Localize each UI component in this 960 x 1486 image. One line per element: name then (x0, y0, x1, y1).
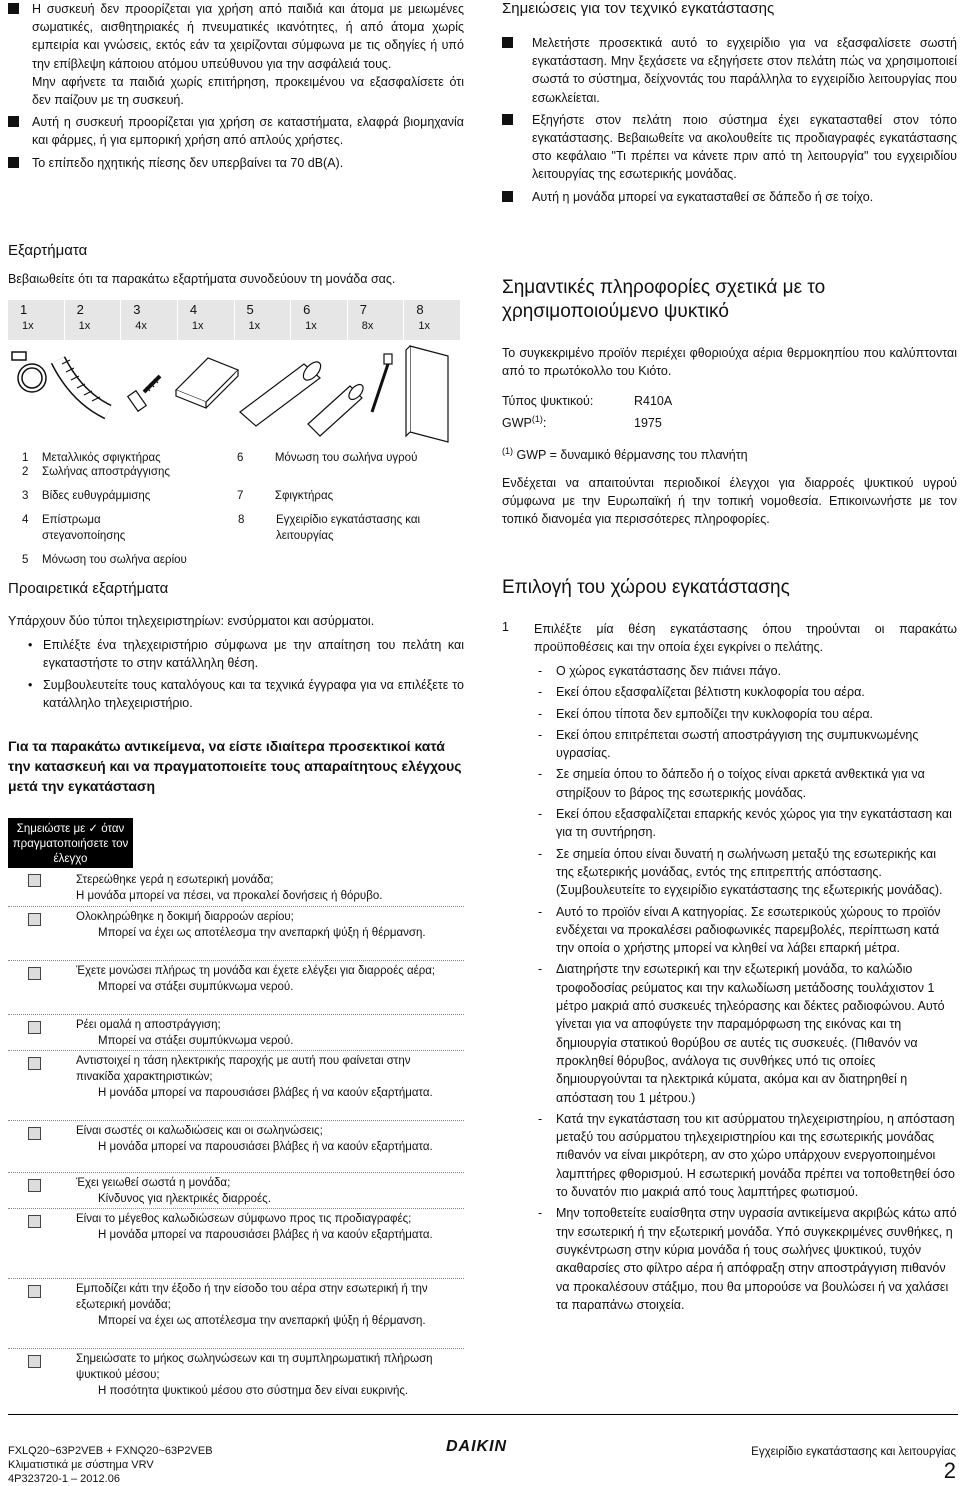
refrigerant-intro: Το συγκεκριμένο προϊόν περιέχει φθοριούχα αέρια θερμοκηπίου που καλύπτονται από το πρωτόκολλο του Κιότο. (502, 346, 957, 378)
site-heading: Επιλογή του χώρου εγκατάστασης (502, 577, 790, 598)
list-item: - Αυτό το προϊόν είναι Α κατηγορίας. Σε εσωτερικούς χώρους το προϊόν ενδέχεται να προκαλέσει ραδιοφωνικές παρεμβολές, περίπτωση κατά την οποία ο χρήστης μπορεί να κληθεί να λάβει επαρκή μέτρα. (538, 904, 941, 956)
legend-row: 1 Μεταλλικός σφιγκτήρας 6 Μόνωση του σωλήνα υγρού (22, 452, 418, 464)
check-row: Ρέει ομαλά η αποστράγγιση; Μπορεί να στάξει συμπύκνωμα νερού. (8, 1014, 464, 1048)
list-item: - Εκεί όπου τίποτα δεν εμποδίζει την κυκλοφορία του αέρα. (538, 706, 874, 721)
footer-divider (8, 1414, 958, 1415)
check-row: Στερεώθηκε γερά η εσωτερική μονάδα; Η μονάδα μπορεί να πέσει, να προκαλεί δονήσεις ή θόρυβο. (8, 870, 464, 904)
refrigerant-note: Ενδέχεται να απαιτούνται περιοδικοί έλεγχοι για διαρροές ψυκτικού υγρού σύμφωνα με την Ευρωπαϊκή ή την τοπική νομοθεσία. Επικοινωνήστε με τον τοπικό διανομέα για περισσότερες πληροφορίες. (502, 476, 957, 526)
system-text: Κλιματιστικά με σύστημα VRV (8, 1459, 154, 1471)
check-row: Εμποδίζει κάτι την έξοδο ή την είσοδο του αέρα στην εσωτερική ή την εξωτερική μονάδα; Μπορεί να έχει ως αποτέλεσμα την ανεπαρκή ψύξη ή θέρμανση. (8, 1278, 464, 1346)
check-row: Σημειώσατε το μήκος σωληνώσεων και τη συμπληρωματική πλήρωση ψυκτικού μέσου; Η ποσότητα ψυκτικού μέσου στο σύστημα δεν είναι ευκρινής. (8, 1348, 464, 1400)
check-checkbox[interactable] (28, 967, 41, 980)
model-text: FXLQ20~63P2VEB + FXNQ20~63P2VEB (8, 1445, 213, 1457)
manual-title: Εγχειρίδιο εγκατάστασης και λειτουργίας (751, 1446, 956, 1458)
check-checkbox[interactable] (28, 1057, 41, 1070)
list-item: - Σε σημεία όπου το δάπεδο ή ο τοίχος είναι αρκετά ανθεκτικά για να στηρίξουν το βάρος της εσωτερικής μονάδας. (538, 767, 925, 800)
footer-left (8, 1444, 213, 1486)
check-checkbox[interactable] (28, 1179, 41, 1192)
checks-table (8, 818, 464, 1397)
installer-notes-heading: Σημειώσεις για τον τεχνικό εγκατάστασης (502, 0, 775, 17)
check-checkbox[interactable] (28, 1127, 41, 1140)
square-bullet-icon (502, 191, 513, 202)
check-checkbox[interactable] (28, 1021, 41, 1034)
check-row: Αντιστοιχεί η τάση ηλεκτρικής παροχής με αυτή που φαίνεται στην πινακίδα χαρακτηριστικών; Η μονάδα μπορεί να παρουσιάσει βλάβες ή να καούν εξαρτήματα. (8, 1050, 464, 1118)
check-row: Ολοκληρώθηκε η δοκιμή διαρροών αερίου; Μπορεί να έχει ως αποτέλεσμα την ανεπαρκή ψύξη ή θέρμανση. (8, 906, 464, 958)
list-item: Εξηγήστε στον πελάτη ποιο σύστημα έχει εγκατασταθεί στον τόπο εγκατάστασης. Βεβαιωθείτε να ακολουθείτε τις προδιαγραφές εγκατάστασης στο κεφάλαιο "Τι πρέπει να κάνετε πριν από τη λειτουργία" του εγχειριδίου λειτουργίας της εσωτερικής μονάδας. (502, 111, 957, 184)
check-checkbox[interactable] (28, 874, 41, 887)
refrigerant-heading: Σημαντικές πληροφορίες σχετικά με το χρησιμοποιούμενο ψυκτικό (502, 277, 826, 322)
list-item: - Ο χώρος εγκατάστασης δεν πιάνει πάγο. (538, 664, 782, 678)
check-checkbox[interactable] (28, 1285, 41, 1298)
check-row: Έχετε μονώσει πλήρως τη μονάδα και έχετε ελέγξει για διαρροές αέρα; Μπορεί να στάξει συμπύκνωμα νερού. (8, 960, 464, 1012)
check-row: Είναι το μέγεθος καλωδιώσεων σύμφωνο προς τις προδιαγραφές; Η μονάδα μπορεί να παρουσιάσει βλάβες ή να καούν εξαρτήματα. (8, 1208, 464, 1276)
list-item: - Εκεί όπου επιτρέπεται σωστή αποστράγγιση της συμπυκνωμένης υγρασίας. (538, 727, 919, 761)
optional-intro: Υπάρχουν δύο τύποι τηλεχειριστηρίων: ενσύρματοι και ασύρματοι. (8, 614, 375, 628)
square-bullet-icon (8, 157, 19, 168)
list-item: Η συσκευή δεν προορίζεται για χρήση από παιδιά και άτομα με μειωμένες σωματικές, αισθητηριακές ή πνευματικές ικανότητες, ή από άτομα χωρίς εμπειρία και γνώσεις, εκτός εάν τα χειρίζονται σύμφωνα με τις οδηγίες ή υπό την επίβλεψη κάποιου ατόμου υπεύθυνου για την ασφάλειά τους. Μην αφήνετε τα παιδιά χωρίς επιτήρηση, προκειμένου να εξασφαλίσετε ότι δεν παίζουν με τη συσκευή. (8, 0, 464, 109)
legend-row: 5 Μόνωση του σωλήνα αερίου (22, 554, 187, 566)
clamp-tie-icon (372, 354, 392, 412)
list-item: • Επιλέξτε ένα τηλεχειριστήριο σύμφωνα με την απαίτηση του πελάτη και εγκαταστήστε το στην κατάλληλη θέση. (8, 636, 464, 672)
doc-code: 4P323720-1 – 2012.06 (8, 1473, 120, 1485)
accessory-column: 6 1x (290, 300, 347, 340)
list-item: Αυτή η μονάδα μπορεί να εγκατασταθεί σε δάπεδο ή σε τοίχο. (502, 188, 957, 206)
list-item: - Εκεί όπου εξασφαλίζεται επαρκής κενός χώρος για την εγκατάσταση και για τη συντήρηση. (538, 807, 952, 840)
accessory-column: 7 8x (347, 300, 404, 340)
list-item: - Κατά την εγκατάσταση του κιτ ασύρματου τηλεχειριστηρίου, η απόσταση μεταξύ του ασύρματου τηλεχειριστηρίου και της εσωτερικής μονάδας πιθανόν να είναι μικρότερη, αν στο χώρο υπάρχουν ενεργοποιημένοι λαμπτήρες φθορισμού. Η εσωτερική μονάδα πρέπει να τοποθετηθεί όσο το δυνατόν πιο μακριά από τους λαμπτήρες φωτισμού. (538, 1111, 955, 1200)
accessories-table (8, 292, 460, 576)
page-number: 2 (943, 1458, 956, 1483)
square-bullet-icon (8, 3, 19, 14)
square-bullet-icon (502, 37, 513, 48)
accessory-column: 1 1x (20, 302, 34, 332)
accessories-heading: Εξαρτήματα (8, 242, 88, 259)
square-bullet-icon (8, 116, 19, 127)
legend-row: 4 Επίστρωμα στεγανοποίησης 8 Εγχειρίδιο εγκατάστασης και λειτουργίας (22, 514, 421, 542)
liquid-pipe-insulation-icon (308, 382, 366, 436)
check-checkbox[interactable] (28, 913, 41, 926)
manual-icon (406, 346, 448, 442)
metal-clamp-icon (12, 352, 46, 392)
list-item: Το επίπεδο ηχητικής πίεσης δεν υπερβαίνει τα 70 dB(A). (8, 154, 464, 172)
list-item: Μελετήστε προσεκτικά αυτό το εγχειρίδιο για να εξασφαλίσετε σωστή εγκατάσταση. Μην ξεχάσετε να εξηγήσετε στον πελάτη πώς να χρησιμοποιεί σωστά το σύστημα, δείχνοντάς του παράλληλα το εγχειρίδιο λειτουργίας που εσωκλείεται. (502, 34, 957, 107)
gas-pipe-insulation-icon (240, 359, 324, 426)
accessories-intro: Βεβαιωθείτε ότι τα παρακάτω εξαρτήματα συνοδεύουν τη μονάδα σας. (8, 272, 396, 286)
brand-logo: DAIKIN (446, 1438, 508, 1455)
checks-heading: Για τα παρακάτω αντικείμενα, να είστε ιδιαίτερα προσεκτικοί κατά την κατασκευή και να πραγματοποιείτε τους απαραίτητους ελέγχους μετά την εγκατάσταση (8, 738, 462, 794)
accessories-legend (8, 450, 460, 568)
check-checkbox[interactable] (28, 1355, 41, 1368)
optional-bullets (8, 636, 464, 716)
refrigerant-footnote: $^{(1)}$ GWP = δυναμικό θέρμανσης του πλανήτη (502, 446, 748, 463)
check-row: Είναι σωστές οι καλωδιώσεις και οι σωληνώσεις; Η μονάδα μπορεί να παρουσιάσει βλάβες ή να καούν εξαρτήματα. (8, 1120, 464, 1170)
site-conditions-list (502, 662, 957, 1314)
accessories-drawing (8, 340, 460, 448)
accessory-column: 5 1x (234, 300, 291, 340)
sealing-pad-icon (176, 358, 238, 408)
accessory-column: 3 4x (120, 300, 177, 340)
list-item: • Συμβουλευτείτε τους καταλόγους και τα τεχνικά έγγραφα για να επιλέξετε το κατάλληλο τηλεχειριστήριο. (8, 676, 464, 712)
square-bullet-icon (502, 114, 513, 125)
accessory-column: 4 1x (177, 300, 234, 340)
refrigerant-gwp-row: GWP$^{(1)}$: 1975 (502, 414, 662, 431)
list-item: - Διατηρήστε την εσωτερική και την εξωτερική μονάδα, το καλώδιο τροφοδοσίας ρεύματος και την καλωδίωση μετάδοσης τουλάχιστον 1 μέτρο μακριά από συσκευές τηλεόρασης και δέκτες ραδιοφώνου. Αυτό γίνεται για να αποφύγετε την παραμόρφωση της εικόνας και τη δημιουργία στατικού θορύβου σε αυτές τις συσκευές. (Πιθανόν να προκληθεί θόρυβος, ανάλογα τις συνθήκες υπό τις οποίες δημιουργούνται τα ηλεκτρικά κύματα, ακόμα και αν διατηρηθεί η απόσταση του 1 μέτρου.) (538, 962, 945, 1105)
legend-row: 3 Βίδες ευθυγράμμισης 7 Σφιγκτήρας (22, 490, 334, 502)
accessories-illustration (8, 340, 460, 448)
intro-list (8, 0, 464, 176)
installer-notes-list (502, 34, 957, 210)
list-item: - Σε σημεία όπου είναι δυνατή η σωλήνωση μεταξύ της εσωτερικής και της εξωτερικής μονάδας, εντός της επιτρεπτής απόστασης. (Συμβουλευτείτε το εγχειρίδιο εγκατάστασης της εξωτερικής μονάδας). (538, 846, 943, 898)
list-item: - Εκεί όπου εξασφαλίζεται βέλτιστη κυκλοφορία του αέρα. (538, 685, 865, 700)
accessory-column: 2 1x (64, 300, 121, 340)
check-checkbox[interactable] (28, 1215, 41, 1228)
list-item: - Μην τοποθετείτε ευαίσθητα στην υγρασία αντικείμενα ακριβώς κάτω από την εσωτερική ή την εξωτερική μονάδα. Υπό συγκεκριμένες συνθήκες, η συγκέντρωση στην κύρια μονάδα ή τους σωλήνες ψυκτικού, τυχόν ακαθαρσίες στο φίλτρο αέρα ή απόφραξη στην αποστράγγιση πιθανόν να προκαλέσουν στάξιμο, που θα μπορούσε να βουλώσει ή να χαλάσει τα παραπάνω στοιχεία. (538, 1206, 957, 1312)
optional-heading: Προαιρετικά εξαρτήματα (8, 580, 169, 597)
list-item: Αυτή η συσκευή προορίζεται για χρήση σε καταστήματα, ελαφρά βιομηχανία και φάρμες, ή για εμπορική χρήση από απλούς χρήστες. (8, 113, 464, 149)
accessories-header-row (8, 300, 460, 340)
legend-row: 2 Σωλήνας αποστράγγισης (22, 466, 170, 478)
screw-icon (128, 376, 160, 411)
accessory-column: 8 1x (403, 300, 460, 340)
refrigerant-type-row: Τύπος ψυκτικού: R410A (502, 394, 673, 408)
site-step: 1 Επιλέξτε μία θέση εγκατάστασης όπου τηρούνται οι παρακάτω προϋποθέσεις και την οποία έχει εγκρίνει ο πελάτης. - Ο χώρος εγκατάστασης δεν πιάνει πάγο. - Εκεί όπου εξασφαλίζεται βέλτιστη κυκλοφορία του αέρα. - Εκεί όπου τίποτα δεν εμποδίζει την κυκλοφορία του αέρα. - Εκεί όπου επιτρέπεται σωστή αποστράγγιση της συμπυκνωμένης υγρασίας. - Σε σημεία όπου το δάπεδο ή ο τοίχος είναι αρκετά ανθεκτικά για να στηρίξουν το βάρος της εσωτερικής μονάδας. - Εκεί όπου εξασφαλίζεται επαρκής κενός χώρος για την εγκατάσταση και για τη συντήρηση. - Σε σημεία όπου είναι δυνατή η σωλήνωση μεταξύ της εσωτερικής και της εξωτερικής μονάδας, εντός της επιτρεπτής απόστασης. (Συμβουλευτείτε το εγχειρίδιο εγκατάστασης της εξωτερικής μονάδας). - Αυτό το προϊόν είναι Α κατηγορίας. Σε εσωτερικούς χώρους το προϊόν ενδέχεται να προκαλέσει ραδιοφωνικές παρεμβολές, περίπτωση κατά την οποία ο χρήστης μπορεί να κληθεί να λάβει επαρκή μέτρα. - Διατηρήστε την εσωτερική και την εξωτερική μονάδα, το καλώδιο τροφοδοσίας ρεύματος και την καλωδίωση μετάδοσης τουλάχιστον 1 μέτρο μακριά από συσκευές τηλεόρασης και δέκτες ραδιοφώνου. Αυτό γίνεται για να αποφύγετε την παραμόρφωση της εικόνας και τη δημιουργία στατικού θορύβου σε αυτές τις συσκευές. (Πιθανόν να προκληθεί θόρυβος, ανάλογα τις συνθήκες υπό τις οποίες δημιουργούνται τα ηλεκτρικά κύματα, ακόμα και αν διατηρηθεί η απόσταση του 1 μέτρου.) - Κατά την εγκατάσταση του κιτ ασύρματου τηλεχειριστηρίου, η απόσταση μεταξύ του ασύρματου τηλεχειριστηρίου και της εσωτερικής μονάδας πιθανόν να είναι μικρότερη, αν στο χώρο υπάρχουν ενεργοποιημένοι λαμπτήρες φθορισμού. Η εσωτερική μονάδα πρέπει να τοποθετηθεί όσο το δυνατόν πιο μακριά από τους λαμπτήρες φωτισμού. - Μην τοποθετείτε ευαίσθητα στην υγρασία αντικείμενα ακριβώς κάτω από την εσωτερική ή την εξωτερική μονάδα. Υπό συγκεκριμένες συνθήκες, η συγκέντρωση στην κύρια μονάδα ή τους σωλήνες ψυκτικού, τυχόν ακαθαρσίες στο φίλτρο αέρα ή απόφραξη στην αποστράγγιση πιθανόν να προκαλέσουν στάξιμο, που θα μπορούσε να βουλώσει ή να χαλάσει τα παραπάνω στοιχεία. (502, 620, 957, 1317)
drain-hose-icon (58, 360, 108, 412)
check-column-header: Σημειώστε με ✓ όταν πραγματοποιήσετε τον έλεγχο (8, 818, 133, 868)
check-row: Έχει γειωθεί σωστά η μονάδα; Κίνδυνος για ηλεκτρικές διαρροές. (8, 1172, 464, 1206)
